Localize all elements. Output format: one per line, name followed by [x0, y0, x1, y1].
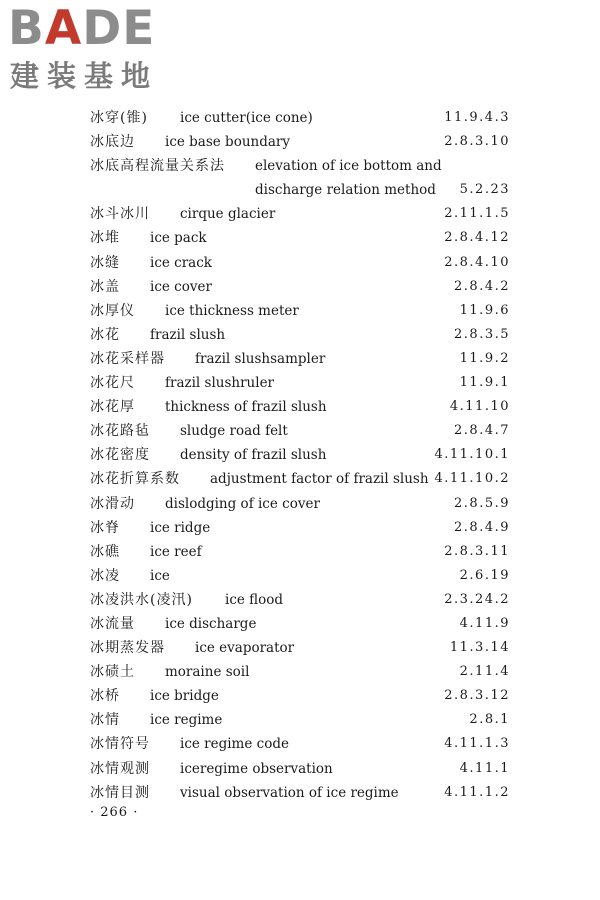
- entry-section-number: 2.8.4.10: [444, 254, 510, 270]
- entry-chinese-term: 冰花厚: [90, 399, 135, 416]
- entry-section-number: 2.8.3.12: [444, 688, 510, 704]
- entry-english-term: ice evaporator: [195, 640, 295, 657]
- entry-chinese-term: 冰情目测: [90, 784, 150, 801]
- entry-english-term: ice regime code: [180, 736, 289, 753]
- entry-chinese-term: 冰缝: [90, 254, 120, 271]
- entry-english-term: visual observation of ice regime: [180, 784, 399, 801]
- entry-chinese-term: 冰桥: [90, 688, 120, 705]
- entry-section-number: 4.11.1.2: [444, 784, 510, 800]
- glossary-entry: [90, 106, 510, 130]
- entry-section-number: 4.11.1: [459, 760, 510, 776]
- glossary-entry: [90, 612, 510, 636]
- entry-chinese-term: 冰底边: [90, 134, 135, 151]
- entry-section-number: 11.9.6: [459, 302, 510, 318]
- entry-section-number: 2.8.3.10: [444, 134, 510, 150]
- glossary-entry: [90, 492, 510, 516]
- entry-english-term: ice reef: [150, 543, 202, 560]
- glossary-entry: [90, 564, 510, 588]
- glossary-entry: [90, 130, 510, 154]
- bade-logo: [8, 1, 178, 96]
- entry-chinese-term: 冰穿(锥): [90, 110, 148, 126]
- glossary-entry: [90, 419, 510, 443]
- entry-chinese-term: 冰情: [90, 712, 120, 729]
- glossary-entry: [90, 202, 510, 226]
- entry-chinese-term: 冰花折算系数: [90, 471, 180, 488]
- glossary-entry: [90, 299, 510, 323]
- entry-english-term: frazil slushsampler: [195, 350, 326, 367]
- entry-chinese-term: 冰厚仪: [90, 302, 135, 319]
- glossary-entry: [90, 347, 510, 371]
- entry-section-number: 11.9.4.3: [444, 110, 510, 125]
- entry-english-term: ice discharge: [165, 615, 257, 632]
- glossary-entry: [90, 708, 510, 732]
- entry-section-number: 11.9.2: [459, 350, 510, 366]
- entry-chinese-term: 冰底高程流量关系法: [90, 158, 225, 175]
- entry-section-number: 2.8.4.12: [444, 230, 510, 246]
- page-number: · 266 ·: [90, 805, 139, 820]
- entry-section-number: 11.3.14: [449, 640, 510, 656]
- glossary-entry: [90, 660, 510, 684]
- glossary-entry: [90, 371, 510, 395]
- entry-chinese-term: 冰凌洪水(凌汛): [90, 591, 193, 608]
- entry-english-term: adjustment factor of frazil slush: [210, 471, 429, 488]
- entry-english-term: ice base boundary: [165, 134, 290, 151]
- entry-section-number: 2.11.4: [459, 664, 510, 680]
- glossary-entry: [90, 251, 510, 275]
- entry-section-number: 2.8.1: [469, 712, 510, 728]
- entry-section-number: 5.2.23: [459, 182, 510, 198]
- glossary-entry: [90, 443, 510, 467]
- entry-english-term: ice ridge: [150, 519, 211, 536]
- entry-chinese-term: 冰花密度: [90, 447, 150, 464]
- entry-english-term: dislodging of ice cover: [165, 495, 320, 512]
- entry-english-term: ice thickness meter: [165, 302, 299, 319]
- entry-chinese-term: 冰流量: [90, 615, 135, 632]
- entry-english-term: cirque glacier: [180, 206, 276, 223]
- glossary-entry: [90, 226, 510, 250]
- entry-section-number: 2.8.3.11: [444, 543, 510, 559]
- entry-english-term: ice: [150, 567, 170, 584]
- glossary-entry: [90, 588, 510, 612]
- glossary-entry: [90, 516, 510, 540]
- entry-english-term: moraine soil: [165, 664, 250, 681]
- entry-chinese-term: 冰凌: [90, 567, 120, 584]
- entry-english-term: density of frazil slush: [180, 447, 327, 464]
- entry-english-term: ice cutter(ice cone): [180, 110, 313, 126]
- entry-chinese-term: 冰碛土: [90, 664, 135, 681]
- entry-section-number: 4.11.10.2: [434, 471, 510, 487]
- glossary-entry: [90, 540, 510, 564]
- entry-section-number: 2.8.4.7: [454, 423, 510, 439]
- entry-english-term: ice cover: [150, 278, 212, 295]
- entry-section-number: 2.11.1.5: [444, 206, 510, 222]
- entry-english-term: ice crack: [150, 254, 212, 271]
- logo-wordmark: BADE: [8, 1, 156, 56]
- glossary-list: [90, 106, 510, 805]
- entry-section-number: 11.9.1: [459, 375, 510, 391]
- entry-section-number: 2.8.5.9: [454, 495, 510, 511]
- logo-subtitle: 建装基地: [10, 59, 159, 93]
- entry-english-term: ice pack: [150, 230, 207, 247]
- entry-english-term: thickness of frazil slush: [165, 399, 327, 416]
- entry-chinese-term: 冰期蒸发器: [90, 640, 165, 657]
- entry-chinese-term: 冰情观测: [90, 760, 150, 777]
- glossary-entry: [90, 684, 510, 708]
- entry-chinese-term: 冰花路毡: [90, 423, 150, 440]
- entry-english-term: iceregime observation: [180, 760, 333, 777]
- entry-chinese-term: 冰斗冰川: [90, 206, 150, 223]
- entry-section-number: 4.11.1.3: [444, 736, 510, 752]
- entry-english-term: frazil slushruler: [165, 375, 275, 392]
- glossary-entry: [90, 781, 510, 805]
- glossary-entry: [90, 757, 510, 781]
- entry-chinese-term: 冰脊: [90, 519, 120, 536]
- entry-chinese-term: 冰堆: [90, 230, 120, 247]
- entry-section-number: 4.11.10.1: [434, 447, 510, 463]
- glossary-entry: [90, 636, 510, 660]
- entry-chinese-term: 冰花: [90, 326, 120, 343]
- entry-section-number: 2.8.3.5: [454, 326, 510, 342]
- entry-chinese-term: 冰滑动: [90, 495, 135, 512]
- entry-chinese-term: 冰盖: [90, 278, 120, 295]
- entry-english-term: elevation of ice bottom and: [255, 158, 442, 175]
- entry-english-term: ice flood: [225, 591, 284, 608]
- entry-english-term: sludge road felt: [180, 423, 288, 440]
- glossary-entry: [90, 467, 510, 491]
- entry-section-number: 2.8.4.9: [454, 519, 510, 535]
- entry-section-number: 2.3.24.2: [444, 591, 510, 607]
- glossary-entry: [90, 395, 510, 419]
- glossary-entry: [90, 323, 510, 347]
- entry-section-number: 4.11.9: [459, 615, 510, 631]
- entry-section-number: 2.6.19: [459, 567, 510, 583]
- entry-section-number: 4.11.10: [449, 399, 510, 415]
- entry-english-term: ice regime: [150, 712, 223, 729]
- entry-chinese-term: 冰情符号: [90, 736, 150, 753]
- glossary-entry: [90, 275, 510, 299]
- glossary-entry: [90, 154, 510, 202]
- entry-english-term: frazil slush: [150, 326, 226, 343]
- entry-chinese-term: 冰礁: [90, 543, 120, 560]
- entry-chinese-term: 冰花尺: [90, 375, 135, 392]
- entry-section-number: 2.8.4.2: [454, 278, 510, 294]
- entry-english-term-continued: discharge relation method: [255, 182, 436, 199]
- entry-english-term: ice bridge: [150, 688, 219, 705]
- glossary-entry: [90, 732, 510, 756]
- entry-chinese-term: 冰花采样器: [90, 350, 165, 367]
